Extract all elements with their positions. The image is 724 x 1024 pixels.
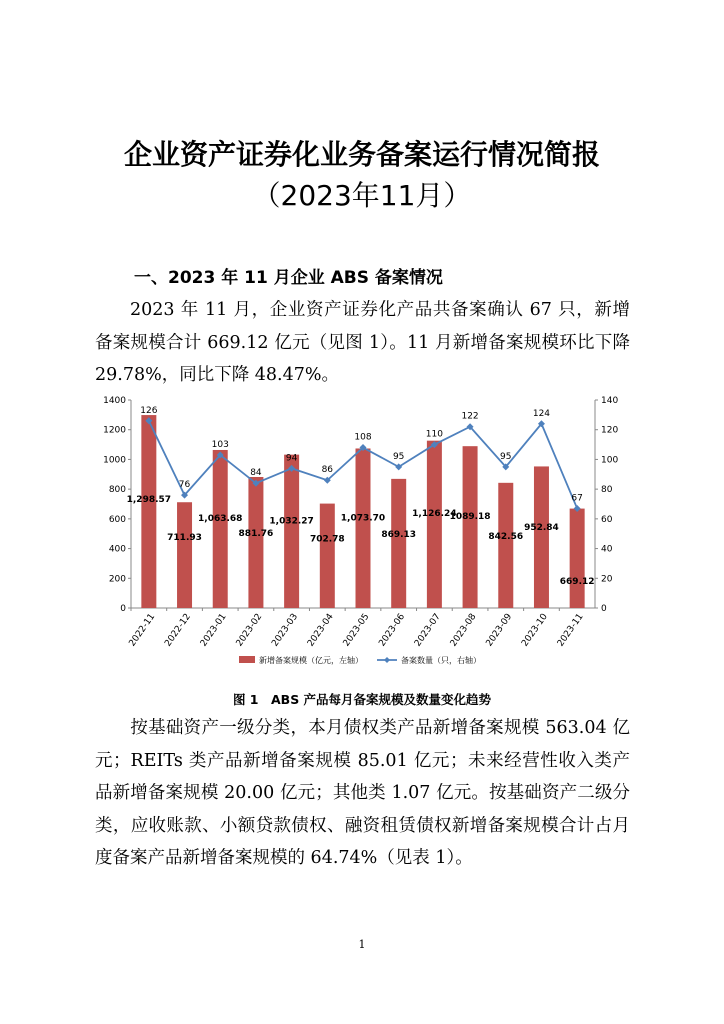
bar-value-label: 1,126.24 [412,508,457,519]
left-tick-label: 0 [120,604,126,614]
left-tick-label: 200 [108,574,126,585]
right-tick-label: 80 [601,485,613,496]
legend-bar-label: 新增备案规模（亿元，左轴） [259,656,363,665]
right-tick-label: 40 [601,544,613,555]
bar-value-label: 842.56 [488,532,524,543]
x-tick-label: 2023-01 [198,611,229,649]
document-title: 企业资产证券化业务备案运行情况简报 [123,138,600,171]
x-tick-label: 2023-04 [306,611,336,649]
abs-monthly-chart [97,392,627,682]
x-tick-label: 2023-05 [341,611,372,649]
document-subtitle-date: （2023年11月） [252,179,472,212]
bar-value-label: 1089.18 [449,511,491,522]
left-tick-label: 800 [108,485,126,496]
x-tick-label: 2023-02 [234,611,265,649]
bar-2023-04 [320,504,335,608]
x-tick-label: 2022-11 [127,611,158,649]
bar-value-label: 711.93 [167,533,202,544]
x-tick-label: 2023-07 [413,611,443,649]
right-tick-label: 0 [601,604,607,614]
count-label: 95 [500,451,512,462]
legend-line-marker [384,657,390,663]
left-tick-label: 1200 [103,425,126,436]
count-label: 86 [321,465,334,476]
bar-value-label: 702.78 [309,534,345,545]
page-number: 1 [358,938,366,951]
bar-2023-05 [356,448,371,608]
bar-2022-12 [177,502,192,608]
bar-2023-03 [284,455,299,608]
paragraph-1-text: 2023 年 11 月，企业资产证券化产品共备案确认 67 只，新增备案规模合计 669.12 亿元（见图 1）。11 月新增备案规模环比下降 29.78%，同比下降 48.47%。 [95,300,630,385]
bar-2023-07 [427,441,442,608]
bar-2023-02 [248,477,263,608]
count-label: 95 [392,451,405,462]
count-label: 108 [354,432,372,443]
left-tick-label: 400 [108,544,126,555]
right-tick-label: 20 [601,574,613,585]
right-tick-label: 140 [601,396,619,406]
left-tick-label: 1000 [103,455,126,466]
left-tick-label: 600 [108,514,126,525]
right-tick-label: 100 [601,455,619,466]
bar-2023-09 [498,483,513,608]
x-tick-label: 2023-08 [448,611,479,649]
count-label: 84 [250,468,262,479]
count-label: 94 [285,453,298,464]
section-heading: 一、2023 年 11 月企业 ABS 备案情况 [134,268,443,288]
bar-2022-11 [141,415,156,608]
count-label: 76 [178,480,191,491]
bar-2023-08 [463,446,478,608]
bar-value-label: 1,063.68 [198,514,243,525]
x-tick-label: 2023-03 [270,611,301,649]
legend-line-label: 备案数量（只，右轴） [401,656,481,665]
count-label: 124 [532,408,551,419]
count-label: 126 [140,405,158,416]
x-tick-label: 2022-12 [163,611,193,649]
paragraph-1 [95,294,630,392]
bar-2023-10 [534,466,549,608]
bar-2023-11 [570,509,585,608]
bar-value-label: 1,298.57 [126,494,172,505]
paragraph-2 [95,712,630,875]
count-label: 110 [425,429,443,440]
count-label: 122 [461,411,479,422]
paragraph-2-text: 按基础资产一级分类，本月债权类产品新增备案规模 563.04 亿元；REITs 类产品新增备案规模 85.01 亿元；未来经营性收入类产品新增备案规模 20.00 亿元；其他类 1.07 亿元。按基础资产二级分类，应收账款、小额贷款债权、融资租赁债权新增备案规模合计占月度备案产品新增备案规模的 64.74%（见表 1）。 [95,718,630,868]
bar-2023-06 [391,479,406,608]
x-tick-label: 2023-11 [555,611,586,649]
legend-bar-swatch [239,656,255,663]
count-label: 67 [571,493,583,504]
left-tick-label: 1400 [103,396,126,406]
right-tick-label: 120 [601,425,619,436]
count-label: 103 [211,439,229,450]
bar-2023-01 [213,450,228,608]
bar-value-label: 1,073.70 [340,513,386,524]
bar-value-label: 1,032.27 [269,516,314,527]
right-tick-label: 60 [601,514,613,525]
x-tick-label: 2023-10 [520,611,550,649]
bar-value-label: 869.13 [381,529,417,540]
figure-caption: 图 1 ABS 产品每月备案规模及数量变化趋势 [232,692,492,707]
bar-value-label: 952.84 [524,523,559,534]
bar-value-label: 669.12 [559,577,595,587]
x-tick-label: 2023-09 [484,611,515,649]
bar-value-label: 881.76 [238,528,274,539]
x-tick-label: 2023-06 [377,611,408,649]
